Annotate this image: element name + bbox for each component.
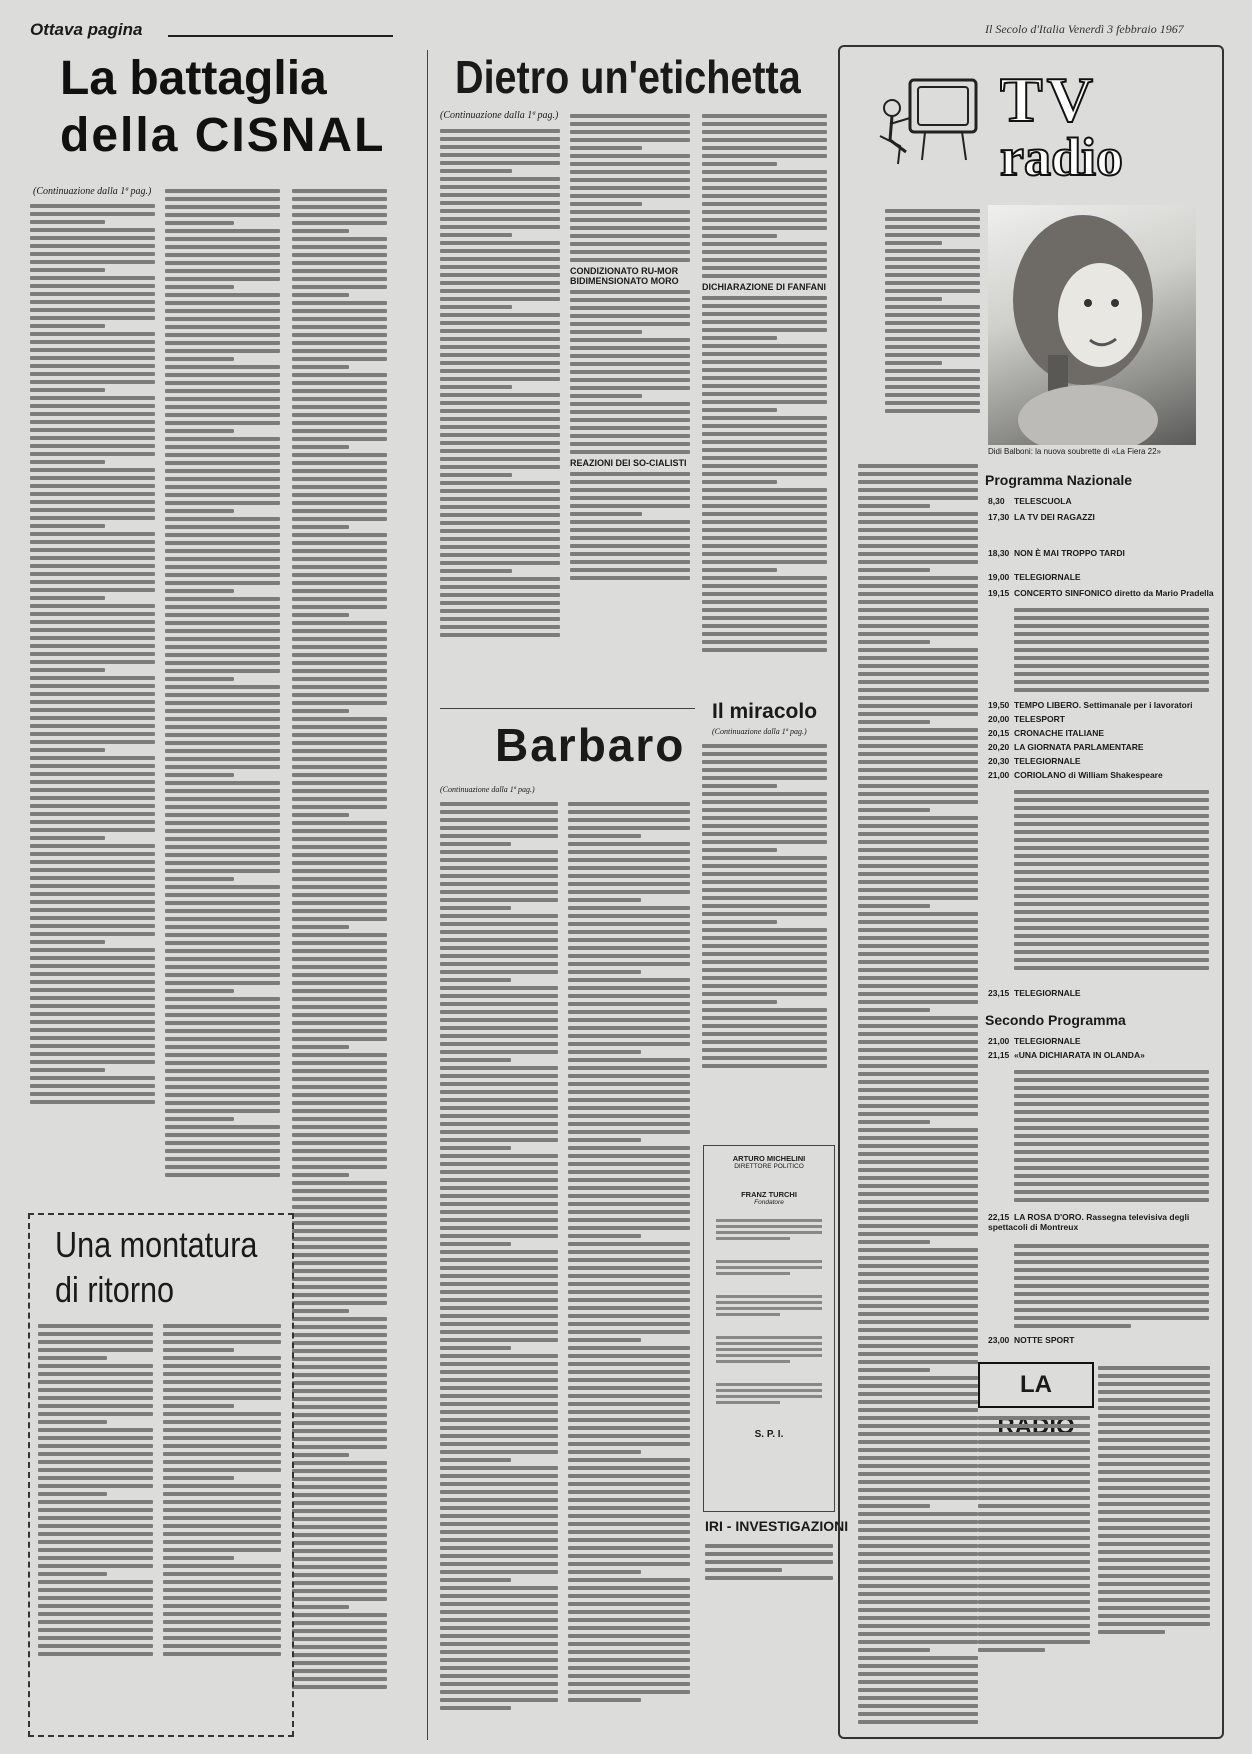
etichetta-subhead-1: CONDIZIONATO RU-MOR BIDIMENSIONATO MORO — [570, 266, 679, 286]
ad-spi: S. P. I. — [754, 1429, 784, 1440]
iri-investigazioni-ad: IRI - INVESTIGAZIONI — [705, 1518, 849, 1534]
montatura-title-line1: Una montatura — [55, 1224, 258, 1265]
nazionale-item: 18,30 NON È MAI TROPPO TARDI — [988, 548, 1125, 558]
cisnal-title-line2: della CISNAL — [60, 109, 386, 162]
nazionale-item: 20,00 TELESPORT — [988, 714, 1066, 724]
ad-role-2: Fondatore — [754, 1199, 784, 1206]
barbaro-title: Barbaro — [495, 719, 686, 771]
etichetta-column-2 — [570, 110, 690, 700]
iri-ad-text — [705, 1540, 833, 1600]
barbaro-column-2 — [568, 798, 690, 1733]
ad-name-1: ARTURO MICHELINI — [732, 1154, 806, 1163]
la-radio-box: LA — [978, 1362, 1094, 1408]
nazionale-item: 19,15 CONCERTO SINFONICO diretto da Mario Pradella — [988, 588, 1214, 598]
barbaro-column-1 — [440, 798, 558, 1733]
masthead-box — [703, 1145, 835, 1512]
ad-role-1: DIRETTORE POLITICO — [734, 1163, 804, 1170]
section-label: Ottava pagina — [30, 20, 143, 39]
cisnal-title-line1: La battaglia — [60, 52, 327, 105]
cisnal-column-3 — [292, 185, 387, 1735]
ad-name-2: FRANZ TURCHI — [741, 1190, 797, 1199]
etichetta-subhead-2: REAZIONI DEI SO-CIALISTI — [570, 458, 687, 468]
etichetta-column-3 — [702, 110, 827, 700]
didi-balboni-photo — [988, 205, 1196, 445]
etichetta-column-1 — [440, 125, 560, 695]
radio-schedule-column-2 — [1098, 1362, 1210, 1712]
secondo-item: 21,15 «UNA DICHIARATA IN OLANDA» — [988, 1050, 1145, 1060]
miracolo-column — [702, 740, 827, 1135]
miracolo-continuation: (Continuazione dalla 1ª pag.) — [712, 727, 807, 736]
miracolo-title: Il miracolo — [712, 700, 818, 723]
cisnal-column-1 — [30, 200, 155, 1180]
barbaro-continuation: (Continuazione dalla 1ª pag.) — [440, 785, 535, 794]
nazionale-item: 20,20 LA GIORNATA PARLAMENTARE — [988, 742, 1144, 752]
nazionale-item: 19,00 TELEGIORNALE — [988, 572, 1081, 582]
column-rule-1 — [427, 50, 428, 1740]
nazionale-item: 8,30 TELESCUOLA — [988, 496, 1072, 506]
photo-caption: Didi Balboni: la nuova soubrette di «La Fiera 22» — [988, 447, 1161, 456]
montatura-column-2 — [163, 1320, 281, 1725]
secondo-item: 23,00 NOTTE SPORT — [988, 1335, 1075, 1345]
secondo-heading: Secondo Programma — [985, 1012, 1126, 1028]
barbaro-top-rule — [440, 708, 695, 709]
radio-schedule-column-1 — [978, 1412, 1090, 1712]
etichetta-continuation: (Continuazione dalla 1ª pag.) — [440, 110, 559, 121]
coriolano-details — [1014, 786, 1209, 972]
paper-dateline: Il Secolo d'Italia Venerdì 3 febbraio 1967 — [985, 22, 1184, 36]
secondo-item: 21,00 TELEGIORNALE — [988, 1036, 1081, 1046]
montatura-column-1 — [38, 1320, 153, 1725]
tv-logo: TV — [1000, 64, 1097, 135]
tv-commentary-column — [858, 460, 978, 1725]
secondo-item: 22,15 LA ROSA D'ORO. Rassegna televisiva degli spettacoli di Montreux — [988, 1212, 1190, 1232]
nazionale-item: 20,15 CRONACHE ITALIANE — [988, 728, 1105, 738]
header-rule — [168, 35, 393, 37]
nazionale-item: 21,00 CORIOLANO di William Shakespeare — [988, 770, 1163, 780]
nazionale-heading: Programma Nazionale — [985, 472, 1133, 488]
nazionale-item: 23,15 TELEGIORNALE — [988, 988, 1081, 998]
tv-set-illustration-icon — [870, 60, 990, 180]
concerto-details — [1014, 604, 1209, 694]
cisnal-column-2 — [165, 185, 280, 1180]
tv-intro-column — [885, 205, 980, 460]
montatura-title-line2: di ritorno — [55, 1269, 175, 1310]
cisnal-continuation: (Continuazione dalla 1ª pag.) — [33, 186, 152, 197]
nazionale-item: 17,30 LA TV DEI RAGAZZI — [988, 512, 1095, 522]
etichetta-title: Dietro un'etichetta — [455, 51, 801, 103]
etichetta-subhead-3: DICHIARAZIONE DI FANFANI — [702, 282, 827, 292]
nazionale-item: 20,30 TELEGIORNALE — [988, 756, 1081, 766]
rosa-oro-details — [1014, 1240, 1209, 1330]
olanda-details — [1014, 1066, 1209, 1206]
nazionale-item: 19,50 TEMPO LIBERO. Settimanale per i lavoratori — [988, 700, 1193, 710]
radio-logo: radio — [1000, 127, 1124, 187]
